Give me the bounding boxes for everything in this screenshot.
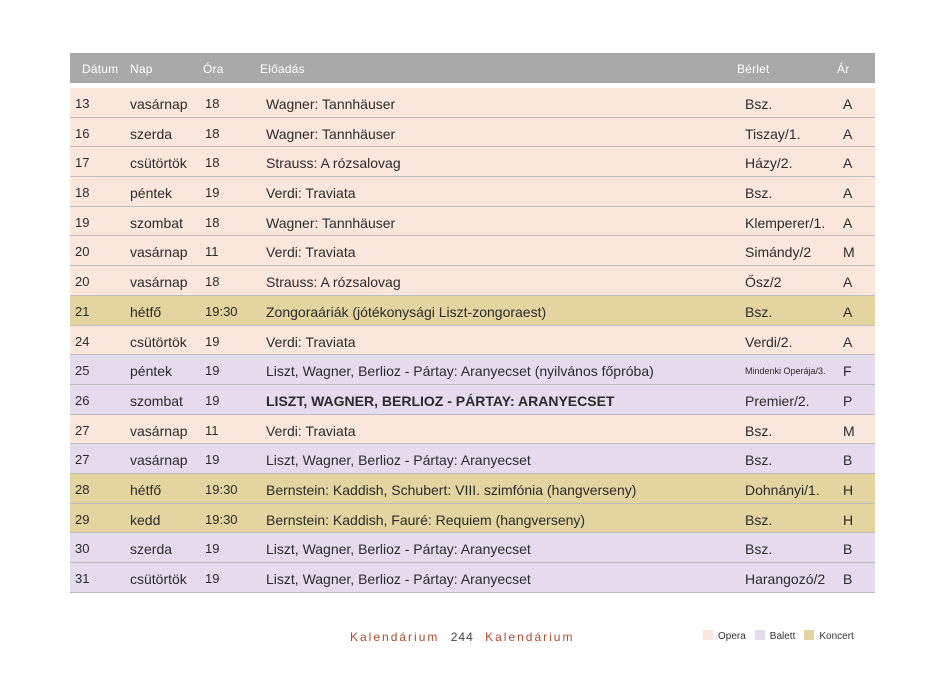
- cell-subscription: Premier/2.: [745, 392, 810, 409]
- cell-day: szombat: [130, 214, 183, 231]
- cell-performance: Liszt, Wagner, Berlioz - Pártay: Aranyecset: [266, 571, 531, 587]
- cell-date: 27: [75, 452, 90, 468]
- cell-time: 19: [205, 333, 220, 349]
- cell-day: vasárnap: [130, 452, 188, 469]
- table-row: [70, 415, 875, 445]
- page-number: 244: [450, 630, 474, 644]
- cell-price: H: [843, 481, 854, 498]
- table-row: [70, 533, 875, 563]
- table-row: [70, 236, 875, 266]
- cell-day: kedd: [130, 511, 161, 528]
- cell-performance: Verdi: Traviata: [266, 244, 356, 261]
- cell-price: A: [843, 185, 853, 202]
- cell-performance: Verdi: Traviata: [266, 333, 356, 350]
- cell-date: 26: [75, 392, 90, 408]
- cell-date: 17: [75, 155, 90, 171]
- cell-price: A: [843, 125, 853, 142]
- cell-time: 18: [205, 155, 220, 171]
- cell-price: H: [843, 511, 854, 528]
- cell-day: csütörtök: [130, 155, 187, 172]
- cell-day: vasárnap: [130, 96, 188, 112]
- table-row: [70, 296, 875, 326]
- table-row: [70, 355, 875, 385]
- cell-date: 28: [75, 481, 90, 497]
- table-row: [70, 326, 875, 356]
- legend-swatch: [755, 630, 765, 640]
- cell-time: 18: [205, 214, 220, 230]
- cell-performance: Wagner: Tannhäuser: [266, 125, 396, 142]
- cell-performance: Bernstein: Kaddish, Schubert: VIII. szimfónia (hangverseny): [266, 481, 637, 498]
- table-row: [70, 88, 875, 118]
- cell-subscription: Bsz.: [745, 541, 773, 558]
- cell-subscription: Simándy/2: [745, 244, 812, 261]
- table-row: [70, 563, 875, 593]
- cell-date: 30: [75, 541, 90, 557]
- header-day: Nap: [130, 62, 153, 76]
- cell-date: 27: [75, 422, 90, 438]
- cell-subscription: Mindenki Operája/3.: [745, 366, 826, 377]
- table-row: [70, 444, 875, 474]
- cell-date: 16: [75, 125, 90, 141]
- cell-subscription: Bsz.: [745, 452, 773, 469]
- cell-day: péntek: [130, 363, 173, 380]
- table-row: [70, 177, 875, 207]
- header-price: Ár: [837, 62, 850, 76]
- legend-item: [755, 630, 796, 642]
- legend-label: Koncert: [819, 631, 854, 642]
- cell-performance: LISZT, WAGNER, BERLIOZ - PÁRTAY: ARANYECSET: [266, 392, 615, 409]
- cell-date: 19: [75, 214, 90, 230]
- cell-subscription: Bsz.: [745, 511, 773, 528]
- legend-swatch: [804, 630, 814, 640]
- footer-right-title: Kalendárium: [485, 630, 575, 644]
- cell-performance: Liszt, Wagner, Berlioz - Pártay: Aranyecset (nyilvános főpróba): [266, 363, 654, 380]
- header-time: Óra: [203, 62, 224, 76]
- cell-date: 31: [75, 571, 90, 586]
- cell-day: szerda: [130, 541, 173, 558]
- cell-subscription: Bsz.: [745, 303, 773, 320]
- cell-day: vasárnap: [130, 422, 188, 439]
- cell-subscription: Házy/2.: [745, 155, 793, 172]
- cell-date: 21: [75, 303, 90, 319]
- footer-title: [350, 630, 574, 644]
- color-legend: [703, 630, 863, 642]
- cell-subscription: Harangozó/2: [745, 571, 826, 587]
- cell-performance: Verdi: Traviata: [266, 422, 356, 439]
- cell-time: 11: [205, 422, 219, 438]
- cell-price: F: [843, 363, 852, 380]
- cell-subscription: Bsz.: [745, 185, 773, 202]
- cell-time: 11: [205, 244, 219, 260]
- cell-time: 18: [205, 96, 220, 111]
- table-row: [70, 147, 875, 177]
- table-row: [70, 266, 875, 296]
- cell-price: P: [843, 392, 853, 409]
- cell-performance: Verdi: Traviata: [266, 185, 356, 202]
- cell-subscription: Tiszay/1.: [745, 125, 801, 142]
- cell-date: 24: [75, 333, 90, 349]
- cell-subscription: Bsz.: [745, 96, 773, 112]
- schedule-table: [70, 53, 875, 593]
- cell-price: A: [843, 303, 853, 320]
- table-row: [70, 118, 875, 148]
- cell-time: 19:30: [205, 481, 238, 497]
- header-date: Dátum: [82, 62, 119, 76]
- cell-price: B: [843, 571, 853, 587]
- cell-time: 19:30: [205, 511, 238, 527]
- cell-time: 18: [205, 274, 220, 290]
- cell-time: 19: [205, 392, 220, 408]
- cell-price: A: [843, 96, 853, 112]
- header-subscription: Bérlet: [737, 62, 770, 76]
- table-body: [70, 88, 875, 593]
- cell-date: 18: [75, 185, 90, 201]
- cell-performance: Bernstein: Kaddish, Fauré: Requiem (hangverseny): [266, 511, 586, 528]
- cell-performance: Wagner: Tannhäuser: [266, 214, 396, 231]
- page-footer: [0, 628, 944, 648]
- cell-time: 19: [205, 541, 220, 557]
- table-row: [70, 504, 875, 534]
- cell-price: A: [843, 214, 853, 231]
- cell-price: M: [843, 244, 855, 261]
- header-performance: Előadás: [260, 62, 305, 76]
- table-row: [70, 474, 875, 504]
- cell-performance: Strauss: A rózsalovag: [266, 274, 401, 291]
- cell-time: 19: [205, 452, 220, 468]
- cell-subscription: Dohnányi/1.: [745, 481, 820, 498]
- cell-performance: Liszt, Wagner, Berlioz - Pártay: Aranyecset: [266, 541, 531, 558]
- cell-date: 25: [75, 363, 90, 379]
- cell-price: M: [843, 422, 855, 439]
- cell-day: hétfő: [130, 481, 162, 498]
- cell-day: péntek: [130, 185, 173, 202]
- cell-performance: Strauss: A rózsalovag: [266, 155, 401, 172]
- cell-subscription: Verdi/2.: [745, 333, 793, 350]
- cell-time: 19: [205, 363, 220, 379]
- cell-subscription: Ősz/2: [745, 274, 782, 291]
- cell-date: 29: [75, 511, 90, 527]
- cell-price: A: [843, 333, 853, 350]
- table-row: [70, 385, 875, 415]
- cell-day: vasárnap: [130, 244, 188, 261]
- table-header: [70, 53, 875, 83]
- cell-day: szombat: [130, 392, 183, 409]
- cell-price: A: [843, 274, 853, 291]
- cell-subscription: Klemperer/1.: [745, 214, 826, 231]
- table-row: [70, 207, 875, 237]
- cell-date: 13: [75, 96, 90, 111]
- cell-date: 20: [75, 244, 90, 260]
- cell-day: szerda: [130, 125, 173, 142]
- cell-time: 19: [205, 571, 220, 586]
- cell-performance: Zongoraáriák (jótékonysági Liszt-zongoraest): [266, 303, 547, 320]
- legend-item: [703, 630, 746, 642]
- cell-day: vasárnap: [130, 274, 188, 291]
- cell-price: A: [843, 155, 853, 172]
- legend-label: Balett: [769, 631, 796, 642]
- legend-label: Opera: [718, 631, 746, 642]
- cell-performance: Liszt, Wagner, Berlioz - Pártay: Aranyecset: [266, 452, 531, 469]
- cell-day: hétfő: [130, 303, 162, 320]
- cell-day: csütörtök: [130, 333, 187, 350]
- cell-date: 20: [75, 274, 90, 290]
- footer-left-title: Kalendárium: [350, 630, 440, 644]
- cell-time: 19:30: [205, 303, 238, 319]
- cell-time: 18: [205, 125, 220, 141]
- legend-swatch: [703, 630, 713, 640]
- cell-time: 19: [205, 185, 220, 201]
- cell-price: B: [843, 452, 853, 469]
- cell-subscription: Bsz.: [745, 422, 773, 439]
- cell-price: B: [843, 541, 853, 558]
- cell-day: csütörtök: [130, 571, 187, 587]
- cell-performance: Wagner: Tannhäuser: [266, 96, 396, 112]
- legend-item: [804, 630, 853, 642]
